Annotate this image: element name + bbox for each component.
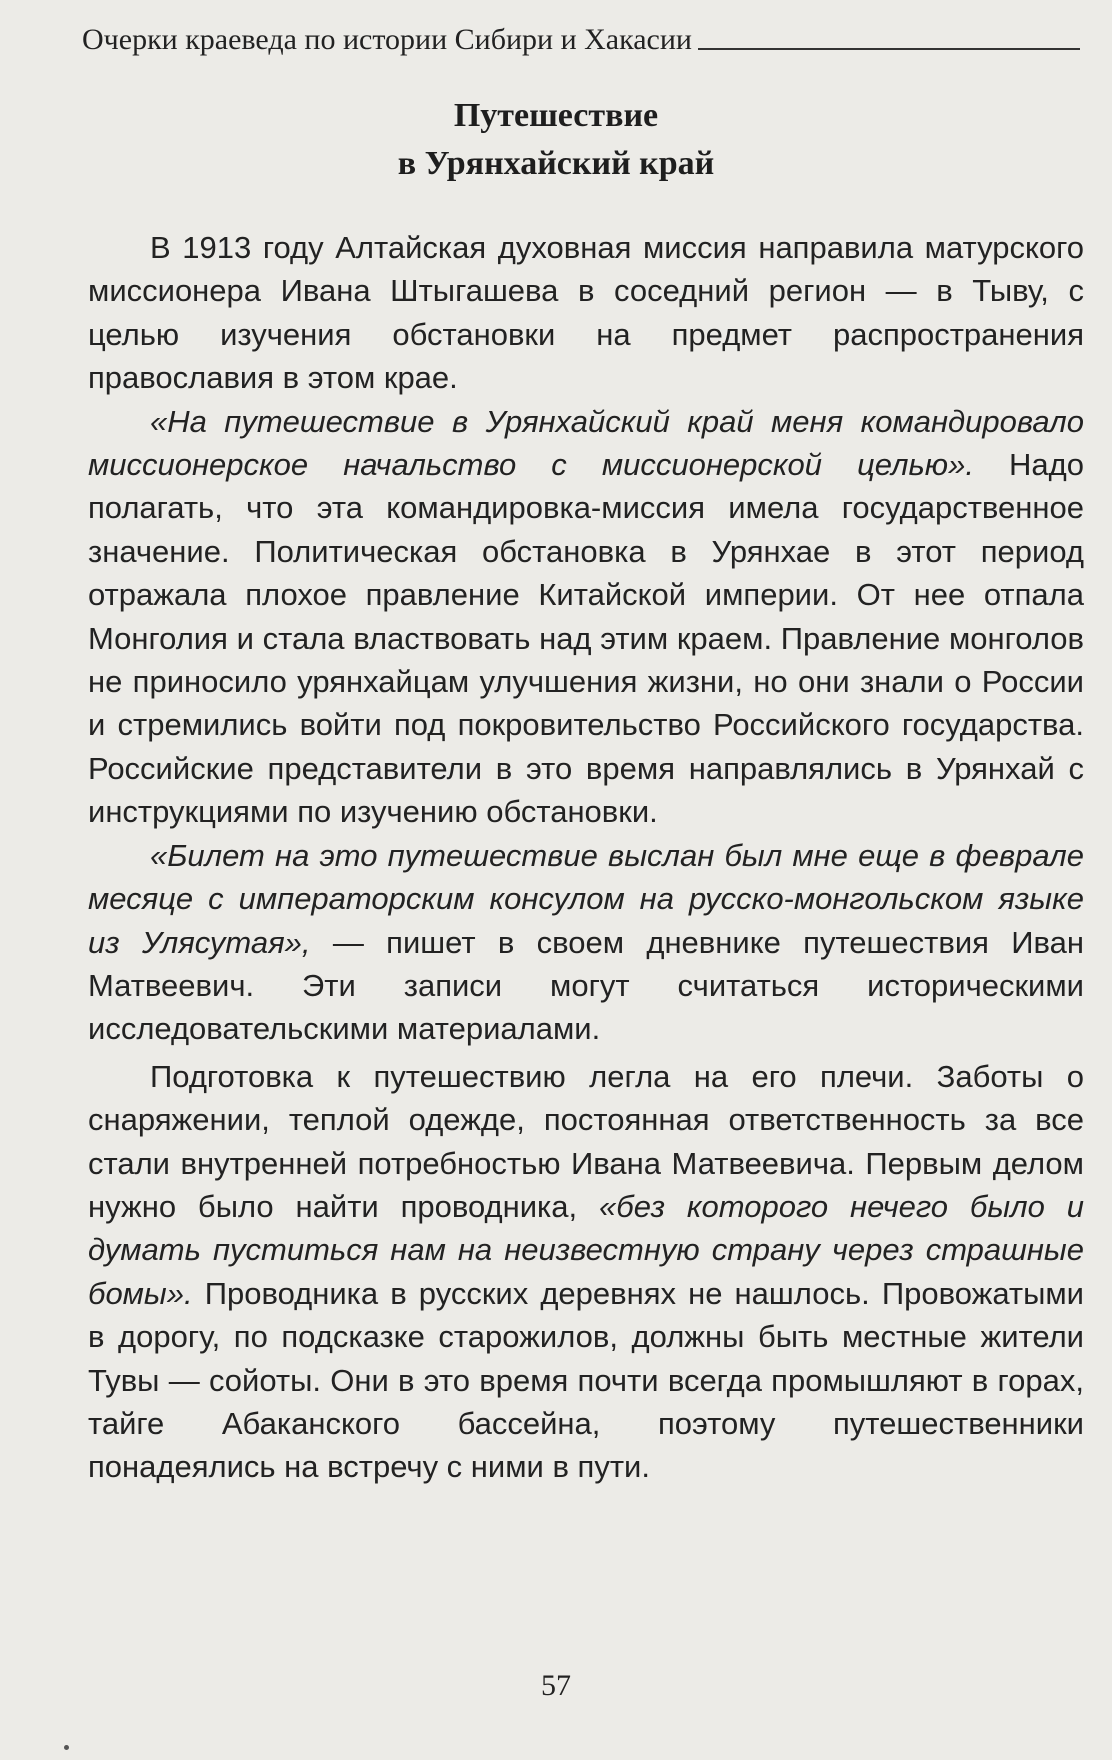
paragraph-4: [88, 1055, 1084, 1489]
quote-text: «Билет на это путешествие выслан был мне еще в феврале месяце с императорским консулом на русско-монгольском языке из Улясутая»,: [88, 837, 1084, 960]
page-number: 57: [541, 1669, 571, 1702]
print-speck: [64, 1745, 69, 1750]
article-title: [0, 92, 1112, 188]
paragraph-text: Надо полагать, что эта командировка-миссия имела государственное значение. Политическая обстановка в Урянхае в этот период отражала плохое правление Китайской империи. От нее отпала Монголия и стала властвовать над этим краем. Правление монголов не приносило урянхайцам улучшения жизни, но они знали о России и стремились войти под покровительство Российского государства. Российские представители в это время направлялись в Урянхай с инструкциями по изучению обстановки.: [88, 447, 1084, 830]
paragraph-1: [88, 226, 1084, 400]
paragraph-text: — пишет в своем дневнике путешествия Иван Матвеевич. Эти записи могут считаться историческими исследовательскими материалами.: [88, 924, 1084, 1047]
header-rule: [698, 48, 1080, 50]
article-title-line-1: Путешествие: [453, 97, 659, 134]
running-header: [82, 20, 1080, 60]
running-title: Очерки краеведа по истории Сибири и Хакасии: [82, 23, 692, 56]
quote-text: «без которого нечего было и думать пуститься нам на неизвестную страну через страшные бомы».: [88, 1188, 1084, 1311]
paragraph-text: Проводника в русских деревнях не нашлось. Провожатыми в дорогу, по подсказке старожилов, должны быть местные жители Тувы — сойоты. Они в это время почти всегда промышляют в горах, тайге Абаканского бассейна, поэтому путешественники понадеялись на встречу с ними в пути.: [88, 1275, 1084, 1485]
paragraph-text: В 1913 году Алтайская духовная миссия направила матурского миссионера Ивана Штыгашева в соседний регион — в Тыву, с целью изучения обстановки на предмет распространения православия в этом крае.: [88, 230, 1084, 396]
paragraph-3: [88, 834, 1084, 1051]
paragraph-2: [88, 400, 1084, 834]
quote-text: «На путешествие в Урянхайский край меня командировало миссионерское начальство с миссионерской целью».: [88, 403, 1084, 483]
article-title-line-2: в Урянхайский край: [397, 145, 715, 182]
paragraph-text: Подготовка к путешествию легла на его плечи. Заботы о снаряжении, теплой одежде, постоянная ответственность за все стали внутренней потребностью Ивана Матвеевича. Первым делом нужно было найти проводника,: [88, 1058, 1084, 1224]
article-body: [88, 226, 1084, 1489]
